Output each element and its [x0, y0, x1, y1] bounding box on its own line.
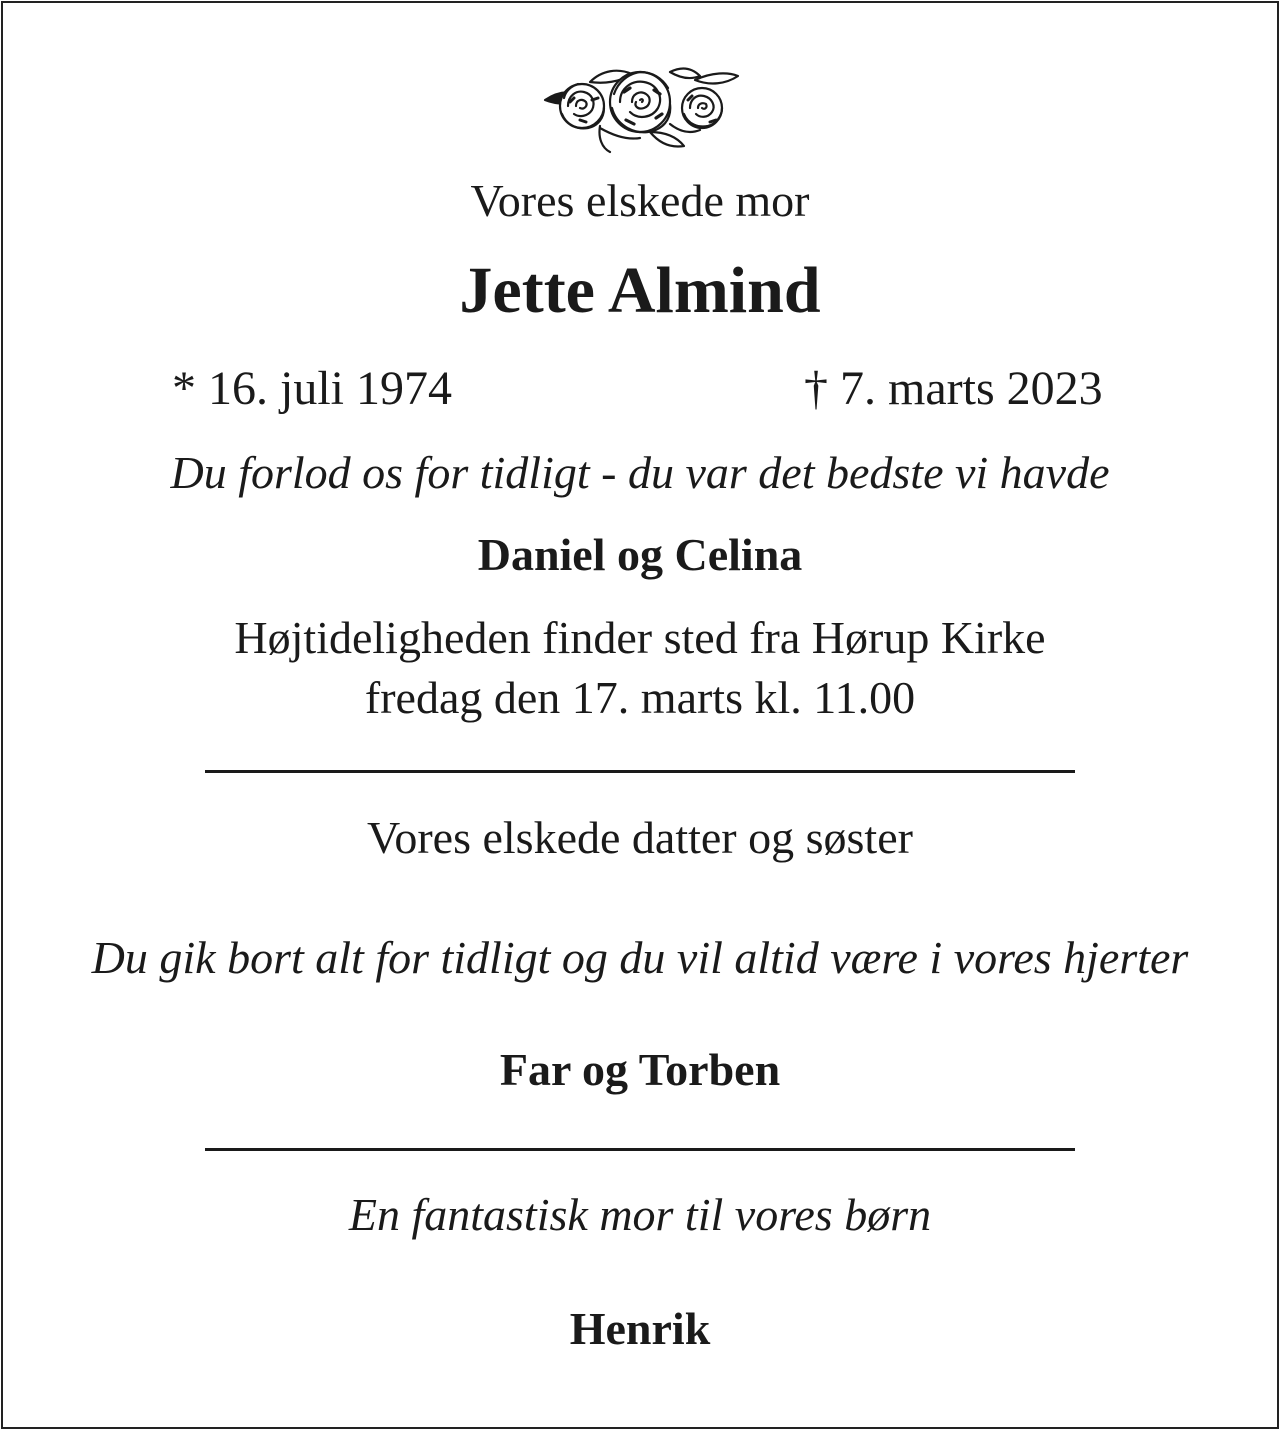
family-intro: Vores elskede datter og søster	[367, 812, 913, 863]
roses-icon	[540, 62, 740, 154]
intro-text: Vores elskede mor	[470, 175, 810, 226]
ceremony-line-2: fredag den 17. marts kl. 11.00	[364, 672, 916, 723]
birth-date: * 16. juli 1974	[172, 362, 453, 415]
family-signature: Far og Torben	[499, 1044, 781, 1095]
ceremony-line-1: Højtideligheden finder sted fra Hørup Kirke	[234, 612, 1046, 663]
partner-signature: Henrik	[569, 1303, 711, 1354]
partner-quote: En fantastisk mor til vores børn	[348, 1189, 932, 1240]
signature-children: Daniel og Celina	[477, 529, 803, 580]
quote-children: Du forlod os for tidligt - du var det bedste vi havde	[170, 447, 1110, 498]
family-quote: Du gik bort alt for tidligt og du vil altid være i vores hjerter	[91, 932, 1189, 983]
death-date: † 7. marts 2023	[804, 362, 1103, 415]
divider	[205, 770, 1075, 773]
deceased-name: Jette Almind	[459, 254, 821, 327]
divider	[205, 1148, 1075, 1151]
